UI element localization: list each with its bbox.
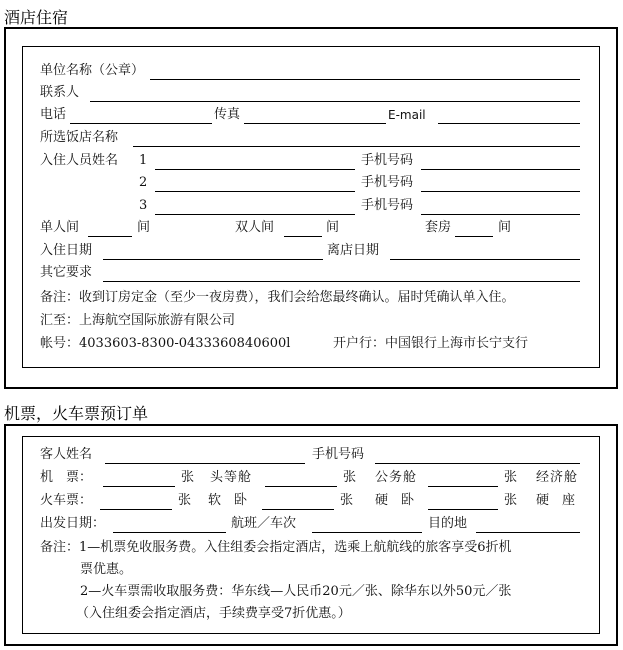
single-room-unit: 间 <box>137 220 151 235</box>
ticket-note-1-line-2: 票优惠。 <box>80 562 133 577</box>
unit-name-field[interactable] <box>150 63 580 80</box>
contact-field[interactable] <box>90 85 580 102</box>
guest-number-1: 1 <box>139 153 148 168</box>
checkout-label: 离店日期 <box>327 243 380 258</box>
destination-label: 目的地 <box>428 516 468 531</box>
train-hard-seat-unit: 张 <box>504 493 518 508</box>
air-business-class-label: 公务舱 <box>375 470 418 485</box>
fax-label: 传真 <box>214 107 241 122</box>
guest-mobile-label-1: 手机号码 <box>361 153 414 168</box>
ticket-note-2-line-2: （入住组委会指定酒店，手续费享受7折优惠。） <box>76 606 351 621</box>
unit-name-label: 单位名称（公章） <box>40 63 145 78</box>
guest-name-field-3[interactable] <box>155 198 355 215</box>
account-number: 帐号：4033603-8300-0433360840600l <box>40 336 291 351</box>
air-business-class-field[interactable] <box>265 470 337 487</box>
ticket-section-title: 机票，火车票预订单 <box>4 404 149 423</box>
air-business-class-unit: 张 <box>343 470 357 485</box>
checkin-label: 入住日期 <box>40 243 93 258</box>
contact-label: 联系人 <box>40 85 80 100</box>
train-hard-seat-field[interactable] <box>428 493 498 510</box>
hotel-choice-label: 所选饭店名称 <box>40 130 119 145</box>
double-room-unit: 间 <box>326 220 340 235</box>
fax-field[interactable] <box>244 107 386 124</box>
guest-number-2: 2 <box>139 175 148 190</box>
single-room-field[interactable] <box>88 220 132 237</box>
destination-field[interactable] <box>476 516 580 533</box>
guest-mobile-field-3[interactable] <box>421 198 580 215</box>
air-first-class-unit: 张 <box>181 470 195 485</box>
remit-info: 汇至：上海航空国际旅游有限公司 <box>40 313 236 328</box>
phone-label: 电话 <box>40 107 67 122</box>
ticket-mobile-field[interactable] <box>375 447 580 464</box>
depart-date-field[interactable] <box>113 516 226 533</box>
suite-label: 套房 <box>425 220 452 235</box>
hotel-note: 备注：收到订房定金（至少一夜房费），我们会给您最终确认。届时凭确认单入住。 <box>40 290 515 305</box>
flight-number-field[interactable] <box>312 516 422 533</box>
train-ticket-label: 火车票： <box>40 493 93 508</box>
ticket-form-frame <box>22 436 600 634</box>
air-ticket-label: 机 票： <box>40 470 93 485</box>
air-economy-class-field[interactable] <box>428 470 498 487</box>
phone-field[interactable] <box>70 107 212 124</box>
suite-field[interactable] <box>455 220 493 237</box>
train-soft-sleeper-unit: 张 <box>178 493 192 508</box>
double-room-label: 双人间 <box>235 220 275 235</box>
ticket-note-1-line-1: 备注：1—机票免收服务费。入住组委会指定酒店，选乘上航航线的旅客享受6折机 <box>40 540 512 555</box>
air-economy-class-label: 经济舱 <box>536 470 579 485</box>
suite-unit: 间 <box>498 220 512 235</box>
guest-number-3: 3 <box>139 198 148 213</box>
guest-label: 入住人员姓名 <box>40 153 119 168</box>
train-hard-sleeper-field[interactable] <box>262 493 334 510</box>
other-request-field[interactable] <box>103 265 580 282</box>
double-room-field[interactable] <box>284 220 322 237</box>
ticket-guest-name-label: 客人姓名 <box>40 447 93 462</box>
air-first-class-label: 头等舱 <box>210 470 253 485</box>
train-hard-sleeper-label: 硬 卧 <box>375 493 415 508</box>
air-economy-class-unit: 张 <box>504 470 518 485</box>
train-soft-sleeper-label: 软 卧 <box>208 493 248 508</box>
guest-mobile-field-2[interactable] <box>421 175 580 192</box>
guest-mobile-label-2: 手机号码 <box>361 175 414 190</box>
ticket-guest-name-field[interactable] <box>105 447 305 464</box>
hotel-section-title: 酒店住宿 <box>4 8 69 27</box>
email-label: E-mail <box>388 108 426 122</box>
checkin-field[interactable] <box>103 243 323 260</box>
single-room-label: 单人间 <box>40 220 80 235</box>
other-request-label: 其它要求 <box>40 265 93 280</box>
train-hard-seat-label: 硬 座 <box>536 493 576 508</box>
depart-date-label: 出发日期： <box>40 516 106 531</box>
guest-mobile-label-3: 手机号码 <box>361 198 414 213</box>
train-hard-sleeper-unit: 张 <box>340 493 354 508</box>
guest-name-field-2[interactable] <box>155 175 355 192</box>
train-soft-sleeper-field[interactable] <box>100 493 172 510</box>
ticket-note-2-line-1: 2—火车票需收取服务费：华东线—人民币20元／张、除华东以外50元／张 <box>80 584 512 599</box>
guest-name-field-1[interactable] <box>155 153 355 170</box>
hotel-choice-field[interactable] <box>133 130 580 147</box>
flight-number-label: 航班／车次 <box>231 516 297 531</box>
checkout-field[interactable] <box>390 243 580 260</box>
bank-info: 开户行：中国银行上海市长宁支行 <box>333 336 529 351</box>
ticket-mobile-label: 手机号码 <box>312 447 365 462</box>
guest-mobile-field-1[interactable] <box>421 153 580 170</box>
email-field[interactable] <box>438 107 580 124</box>
air-first-class-field[interactable] <box>103 470 175 487</box>
